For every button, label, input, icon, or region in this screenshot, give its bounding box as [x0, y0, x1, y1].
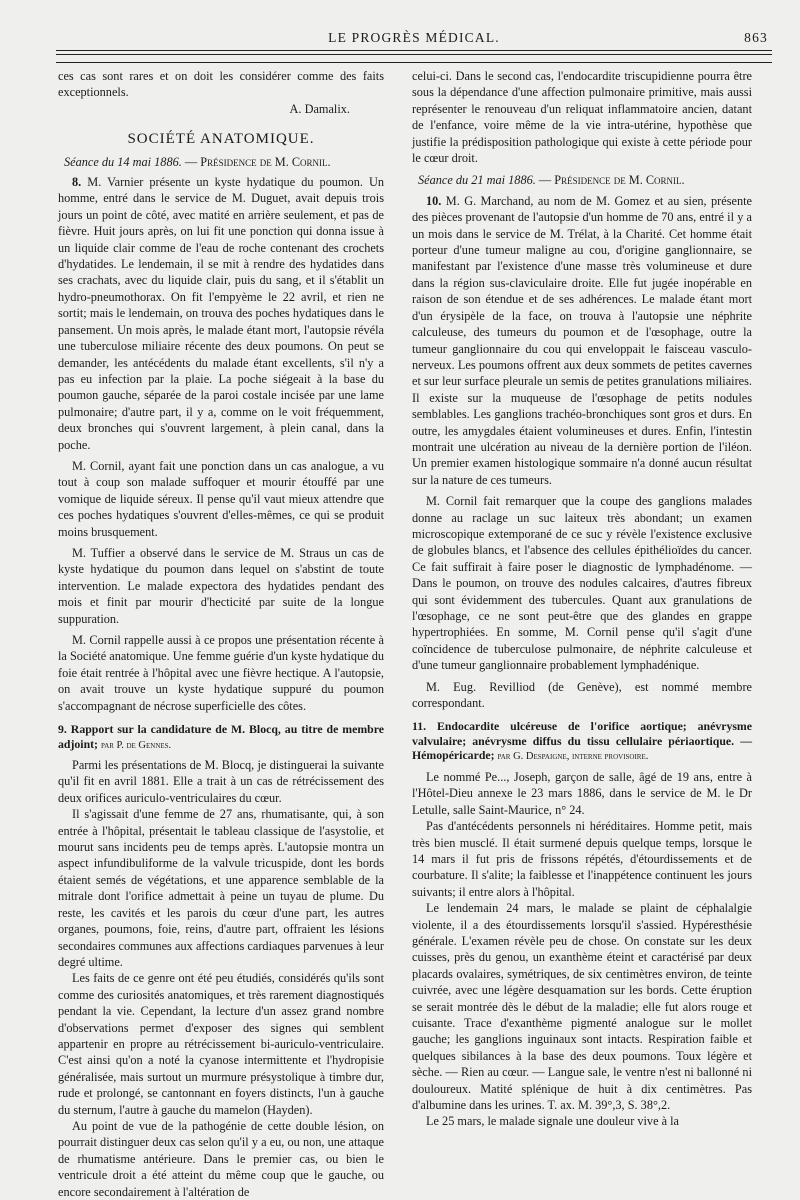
tuffier-remark: M. Tuffier a observé dans le service de M. Straus un cas de kyste hydatique du poumon dans lequel on s'abstint de toute intervention. Le malade expectora des hydatides pendant des mois et finit par mourir d'hecticité par suite de la longue suppuration.: [58, 545, 384, 626]
item-9-paragraph-1: Parmi les présentations de M. Blocq, je distinguerai la suivante qu'il fit en avril 1881. Elle a trait à un cas de rétrécissement des deux orifices auriculo-ventriculaires du cœur.: [58, 758, 384, 805]
seance-presidence-2: — Présidence de M. Cornil.: [538, 173, 685, 188]
seance-date-2: Séance du 21 mai 1886.: [418, 173, 536, 188]
header-rule-hairline: [56, 62, 772, 63]
item-10-number: 10.: [426, 193, 442, 208]
page-number: 863: [744, 30, 768, 45]
section-title: SOCIÉTÉ ANATOMIQUE.: [127, 131, 315, 148]
item-11-paragraph-2: Pas d'antécédents personnels ni héréditaires. Homme petit, mais très bien musclé. Il était surmené depuis quelque temps, lorsque le 14 mars il fut pris de frissons répétés, d'étourdissements et de courbature. Il s'alite; la faiblesse et l'inappétence continuent les jours suivants; il entre alors à l'hôpital.: [412, 819, 752, 899]
intro-paragraph: ces cas sont rares et on doit les considérer comme des faits exceptionnels.: [58, 69, 384, 100]
intro-signature: A. Damalix.: [289, 101, 350, 116]
right-column: [412, 68, 753, 1129]
item-11-title: 11. Endocardite ulcéreuse de l'orifice aortique; anévrysme valvulaire; anévrysme diffus du tissu cellulaire périaortique. — Hémopéricarde;: [412, 719, 752, 763]
item-11-author: par G. Despaigne, interne provisoire.: [497, 751, 649, 763]
seance-line-1: [58, 154, 384, 170]
header-rule-thin: [56, 54, 772, 55]
left-column: [58, 68, 384, 1199]
revilliod-note: M. Eug. Revilliod (de Genève), est nommé membre correspondant.: [412, 679, 752, 711]
continuation-paragraph: celui-ci. Dans le second cas, l'endocardite triscupidienne pourra être sous la dépendance d'une affection pulmonaire primitive, mais aussi représenter le renouveau d'un reliquat inflammatoire ancien, datant de l'enfance, voire même de la vie intra-utérine, hypothèse que justifie la prédisposition pathologique qui existe à cette période pour le cœur droit.: [412, 69, 752, 166]
cornil-remark-3: M. Cornil fait remarquer que la coupe des ganglions malades donne au raclage un suc laiteux très abondant; un examen microscopique extemporané de ce suc y révèle l'existence exclusive de globules blancs, et l'absence des cellules épithélioïdes du cancer. Ce fait suffirait à faire poser le diagnostic de lymphadénome. — Dans le poumon, on trouve des nodules calcaires, d'autres fibreux qui sont évidemment des tubercules. Quant aux granulations de l'œsophage, ce ne sont peut-être que des glandes en grappe hypertrophiées. En somme, M. Cornil pense qu'il s'agit d'une coïncidence de tuberculose pulmonaire, de néphrite calculeuse et d'une tumeur ganglionnaire probablement lymphadénique.: [412, 494, 752, 673]
item-9-title: 9. Rapport sur la candidature de M. Blocq, au titre de membre adjoint;: [58, 722, 384, 751]
item-8-number: 8.: [72, 175, 82, 190]
item-8: [58, 174, 384, 453]
journal-title: LE PROGRÈS MÉDICAL.: [328, 30, 500, 45]
item-9-author: par P. de Gennes.: [100, 739, 172, 751]
cornil-remark-1: M. Cornil, ayant fait une ponction dans un cas analogue, a vu tout à coup son malade suffoquer et mourir étouffé par une vomique de liquide séreux. Il pense qu'il vaut mieux attendre que ces poches hydatiques s'ouvrent d'elles-mêmes, ce qui se produit moins brusquement.: [58, 458, 384, 539]
seance-line-2: [412, 172, 752, 188]
running-header: [56, 28, 772, 50]
item-9-paragraph-2: Il s'agissait d'une femme de 27 ans, rhumatisante, qui, à son entrée à l'hôpital, présentait le tableau classique de l'asystolie, et mourut sans incidents peu de temps après. L'autopsie montra un aspect infundibuliforme de la valvule tricuspide, dont les bords étaient semés de végétations, et une apparence semblable de la mitrale dont l'orifice admettait à peine un tuyau de plume. Du reste, les cavités et les parois du cœur d'une part, les autres organes, poumons, foie, reins, d'autre part, offraient les lésions secondaires communes aux affections cardiaques parvenues à leur degré ultime.: [58, 807, 384, 969]
item-11-heading: [412, 719, 752, 765]
item-10-text: M. G. Marchand, au nom de M. Gomez et au sien, présente des pièces provenant de l'autopsie d'un homme de 70 ans, entré il y a un mois dans le service de M. Trélat, à la Charité. Cet homme était porteur d'une tumeur maligne au cou, d'origine ganglionnaire, se manifestant par l'existence d'une masse très volumineuse et dure dans la région sus-claviculaire droite. Elle fut jugée inopérable en raison de son étendue et de ses adhérences. Le malade étant mort d'un érysipèle de la face, on trouva à l'autopsie une néphrite calculeuse, des tumeurs du poumon et de l'œsophage, outre la tumeur ganglionnaire du cou qui enveloppait le faisceau vasculo-nerveux. Les poumons offrent aux deux sommets de petites cavernes et sur leur surface pleurale un semis de petites granulations miliaires. Il existe sur la muqueuse de l'œsophage de petits nodules semblables. Les ganglions trachéo-bronchiques sont gros et durs. En outre, les amygdales étaient volumineuses et dures. Enfin, l'intestin montrait une ulcération au niveau de la dernière portion de l'iléon. Un premier examen histologique sommaire n'a donné aucun résultat sur la nature de ces tumeurs.: [412, 193, 753, 487]
header-rule-thick: [56, 50, 772, 51]
item-9-paragraph-4: Au point de vue de la pathogénie de cette double lésion, on pourrait distinguer deux cas selon qu'il y a eu, ou non, une attaque de rhumatisme antérieure. Dans le premier cas, ou bien le ventricule droit a été atteint du même coup que le gauche, ou encore secondairement à l'altération de: [58, 1118, 384, 1199]
item-9-heading: [58, 722, 384, 753]
item-11-paragraph-4: Le 25 mars, le malade signale une douleur vive à la: [426, 1114, 680, 1129]
item-11-paragraph-1: Le nommé Pe..., Joseph, garçon de salle, âgé de 19 ans, entre à l'Hôtel-Dieu annexe le 23 mars 1886, dans le service de M. le Dr Letulle, salle Saint-Maurice, n° 24.: [412, 769, 752, 817]
seance-date-1: Séance du 14 mai 1886.: [64, 154, 182, 169]
item-9-paragraph-3: Les faits de ce genre ont été peu étudiés, considérés qu'ils sont comme des curiosités anatomiques, et très rarement diagnostiqués pendant la vie. Cependant, la lecture d'un assez grand nombre d'observations permet d'exposer des signes qui semblent appartenir en propre au rétrécissement bi-auriculo-ventriculaire. C'est ainsi qu'on a noté la cyanose intermittente et l'hydropisie généralisée, mais surtout un murmure présystolique à timbre dur, rude et prolongé, se cantonnant en foyers distincts, l'un à gauche du sternum, l'autre à gauche du mamelon (Hayden).: [58, 971, 384, 1117]
item-8-text: M. Varnier présente un kyste hydatique du poumon. Un homme, entré dans le service de M. Duguet, avait depuis trois jours un point de côté, avec matité en arrière seulement, et pas de fièvre. Huit jours après, on lui fit une ponction qui donna issue à un liquide clair comme de l'eau de roche contenant des crochets d'hydatides. Le lendemain, il se mit à rendre des hydatides dans ses crachats, avec du liquide clair, puis du sang, et il s'établit un hydro-pneumothorax. On fit l'empyème le 22 avril, et rien ne sortit; mais le lendemain, on trouva des poches hydatiques dans le pansement. Un mois après, le malade étant mort, l'autopsie révéla une tuberculose miliaire récente des deux poumons. On peut se demander, les antécédents du malade étant excellents, s'il n'y a pas eu infection par la plaie. La poche siégeait à la base du poumon gauche, séparée de la paroi costale incisée par une lame pulmonaire; d'autre part, il y a, comme on le voit fréquemment, deux bronches qui s'ouvrent largement, à plein canal, dans la poche.: [58, 175, 384, 452]
cornil-remark-2: M. Cornil rappelle aussi à ce propos une présentation récente à la Société anatomique. Une femme guérie d'un kyste hydatique du foie était rentrée à l'hôpital avec une fièvre hectique. A l'autopsie, on avait trouve un kyste hydatique suppuré du poumon s'accompagnant de nécrose superficielle des côtes.: [58, 633, 384, 713]
item-10: [412, 193, 752, 488]
seance-presidence-1: — Présidence de M. Cornil.: [184, 154, 331, 169]
item-11-paragraph-3: Le lendemain 24 mars, le malade se plaint de céphalalgie violente, il a des étourdissements lorsqu'il s'assied. Hypéresthésie générale. L'examen révèle peu de chose. On constate sur les deux cuisses, près du genou, un exanthème éteint et caractérisé par deux placards ovalaires, symétriques, de six centimètres environ, de teinte cuivrée, avec une légère desquamation sur les bords. Cette éruption se serait montrée dès le début de la maladie; elle fut alors rouge et cuisante. Trace d'exanthème pigmenté analogue sur le mollet gauche; les ganglions inguinaux sont intacts. Respiration faible et quelques sibilances à la base des deux poumons. Toux légère et sèche. — Rien au cœur. — Langue sale, le ventre n'est ni ballonné ni douloureux. Matité splénique de huit à dix centimètres. Pas d'albumine dans les urines. T. ax. M. 39°,3, S. 38°,2.: [412, 901, 752, 1113]
